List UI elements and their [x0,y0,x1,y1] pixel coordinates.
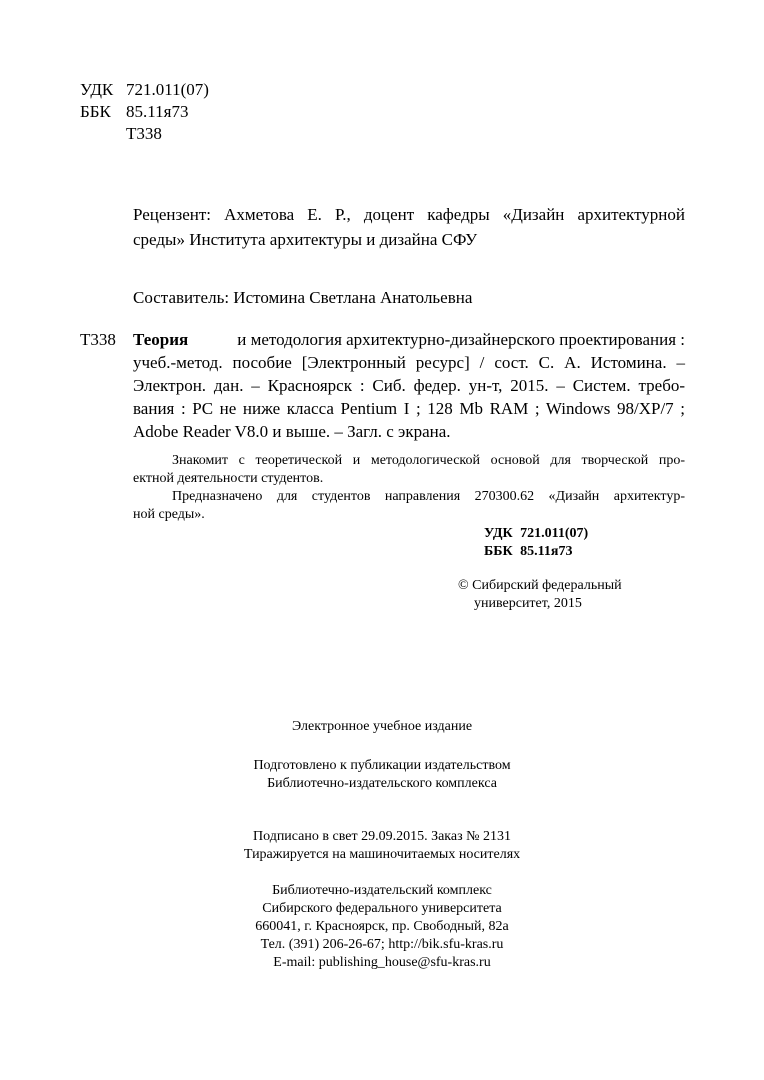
publisher-phone: Тел. (391) 206-26-67; http://bik.sfu-kras.ru [260,937,504,952]
biblio-title-bold: Теория [133,330,189,349]
publisher-line-1: Библиотечно-издательский комплекс [272,883,492,898]
publisher-line-2: Сибирского федерального университета [262,901,502,916]
udk-label: УДК [80,80,114,99]
bbk-bottom: ББК 85.11я73 [484,544,573,559]
biblio-line-1-rest: и методология архитектурно-дизайнерского проектирования : [237,330,685,349]
biblio-mark: Т338 [80,330,116,349]
biblio-line-5: Adobe Reader V8.0 и выше. – Загл. с экрана. [133,422,451,441]
copyright-line-2: университет, 2015 [474,596,582,611]
biblio-line-2: учеб.-метод. пособие [Электронный ресурс] / сост. С. А. Истомина. – [133,353,685,372]
annotation-line-3: Предназначено для студентов направления 270300.62 «Дизайн архитектур- [172,489,685,504]
signed-line: Подписано в свет 29.09.2015. Заказ № 2131 [252,829,511,844]
udk-value: 721.011(07) [126,80,209,99]
reviewer-line-1: Рецензент: Ахметова Е. Р., доцент кафедры «Дизайн архитектурной [133,205,685,224]
author-mark: Т338 [126,124,162,143]
copies-line: Тиражируется на машиночитаемых носителях [243,847,521,862]
prepared-line-2: Библиотечно-издательского комплекса [267,776,497,791]
annotation-line-2: ектной деятельности студентов. [133,471,324,486]
reviewer-line-2: среды» Института архитектуры и дизайна СФУ [133,230,478,249]
edition-type: Электронное учебное издание [291,719,473,734]
annotation-line-4: ной среды». [133,507,205,522]
prepared-line-1: Подготовлено к публикации издательством [253,758,511,773]
udk-bottom: УДК 721.011(07) [484,526,589,541]
bbk-value: 85.11я73 [126,102,189,121]
compiler: Составитель: Истомина Светлана Анатольевна [133,288,473,307]
publisher-email: E-mail: publishing_house@sfu-kras.ru [273,955,491,970]
biblio-line-1 [133,330,685,350]
copyright-line-1: © Сибирский федеральный [458,578,622,593]
annotation-line-1: Знакомит с теоретической и методологической основой для творческой про- [172,453,685,468]
publisher-address: 660041, г. Красноярск, пр. Свободный, 82а [255,919,509,934]
biblio-line-3: Электрон. дан. – Красноярск : Сиб. федер. ун-т, 2015. – Систем. требо- [133,376,685,395]
bbk-label: ББК [80,102,111,121]
biblio-line-4: вания : PC не ниже класса Pentium I ; 128 Mb RAM ; Windows 98/XP/7 ; [133,399,685,418]
